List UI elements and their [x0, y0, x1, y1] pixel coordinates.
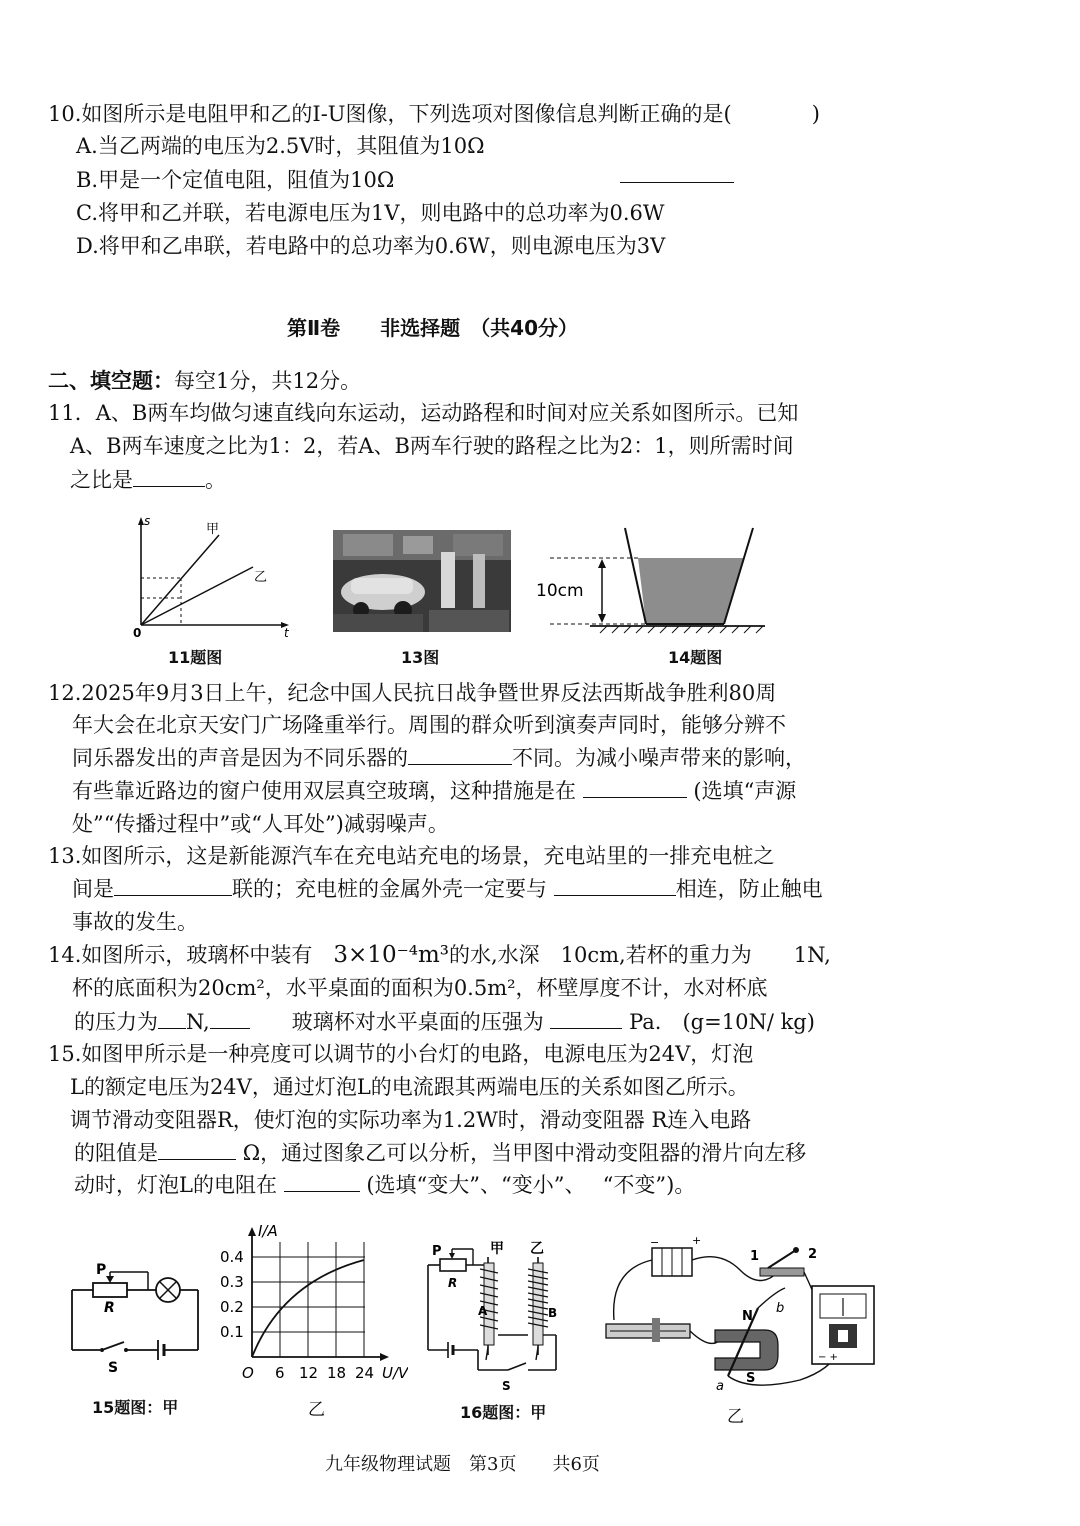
q13-blank-ground[interactable]: [554, 875, 676, 896]
q15-line3: 调节滑动变阻器R，使灯泡的实际功率为1.2W时，滑动变阻器 R连入电路: [70, 1108, 752, 1132]
fig16-label-s: S: [502, 1379, 511, 1393]
q10-stem: 10.如图所示是电阻甲和乙的I-U图像，下列选项对图像信息判断正确的是( ): [48, 102, 820, 126]
fig13-charging-photo: [333, 530, 511, 632]
fig11-xlabel: t: [284, 626, 289, 640]
q15-line2: L的额定电压为24V，通过灯泡L的电流跟其两端电压的关系如图乙所示。: [70, 1075, 749, 1099]
page-footer: 九年级物理试题 第3页 共6页: [325, 1454, 600, 1475]
q13-line2: 间是 联的；充电桩的金属外壳一定要与 相连，防止触电: [72, 877, 823, 901]
q12-line1: 12.2025年9月3日上午，纪念中国人民抗日战争暨世界反法西斯战争胜利80周: [48, 681, 777, 705]
q14-line2: 杯的底面积为20cm²，水平桌面的面积为0.5m²，杯壁厚度不计，水对杯底: [72, 976, 768, 1000]
fig16b-label-2: 2: [808, 1247, 818, 1262]
fig15b-origin: O: [242, 1364, 254, 1382]
fig15b-xtick-6: 6: [275, 1364, 285, 1382]
fig15b-xtick-24: 24: [355, 1364, 375, 1382]
q10-decor-line: [620, 182, 734, 183]
fig16-label-jia: 甲: [490, 1241, 504, 1257]
fig16-label-p: P: [432, 1244, 442, 1259]
fig15b-ytick-02: 0.2: [220, 1298, 244, 1316]
fig14-caption: 14题图: [668, 648, 723, 667]
svg-text:+: +: [692, 1234, 702, 1247]
fig16b-caption: 乙: [727, 1407, 744, 1427]
fig15b-ytick-04: 0.4: [220, 1248, 244, 1266]
q15-blank-trend[interactable]: [284, 1171, 360, 1192]
fig16-induction-setup: [600, 1230, 900, 1400]
fig16b-label-a: a: [716, 1379, 724, 1394]
fig15a-caption: 15题图：甲: [92, 1398, 179, 1417]
fig11-line-yi: 乙: [254, 570, 268, 585]
fig11-ylabel: s: [144, 515, 151, 528]
fig14-glass-cup: [530, 522, 770, 637]
fig11-caption: 11题图: [168, 648, 223, 667]
q12-blank-noise[interactable]: [583, 777, 687, 798]
q14-blank-force-tail[interactable]: [210, 1008, 250, 1029]
fig16-electromagnets: [418, 1235, 578, 1395]
fig16-label-a: A: [478, 1304, 488, 1318]
fig15-iu-graph: [212, 1222, 408, 1392]
q13-line3: 事故的发生。: [72, 910, 198, 934]
fig15-label-p: P: [96, 1262, 107, 1278]
q14-blank-pressure[interactable]: [550, 1008, 622, 1029]
q13-line1: 13.如图所示，这是新能源汽车在充电站充电的场景，充电站里的一排充电桩之: [48, 844, 775, 868]
fig15b-xtick-12: 12: [299, 1364, 319, 1382]
q12-line4: 有些靠近路边的窗户使用双层真空玻璃，这种措施是在 (选填“声源: [72, 779, 797, 803]
q15-blank-resistance[interactable]: [158, 1139, 236, 1160]
fig13-caption: 13图: [401, 648, 440, 667]
q11-line3: 之比是 。: [70, 468, 226, 492]
q11-answer-blank[interactable]: [133, 466, 205, 487]
q10-option-d: D.将甲和乙串联，若电路中的总功率为0.6W，则电源电压为3V: [76, 234, 666, 258]
fig15-label-r: R: [104, 1300, 115, 1316]
svg-text:− +: − +: [818, 1352, 838, 1363]
fig16b-label-s: S: [746, 1371, 756, 1386]
q12-line3: 同乐器发出的声音是因为不同乐器的 不同。为减小噪声带来的影响，: [72, 746, 806, 770]
fig16-label-b: B: [548, 1306, 558, 1320]
q15-line1: 15.如图甲所示是一种亮度可以调节的小台灯的电路，电源电压为24V，灯泡: [48, 1042, 754, 1066]
q14-line3: 的压力为 N, 玻璃杯对水平桌面的压强为 Pa. (g=10N/ kg): [74, 1010, 815, 1034]
fig16-label-r: R: [448, 1276, 458, 1290]
q10-option-a: A.当乙两端的电压为2.5V时，其阻值为10Ω: [76, 134, 485, 158]
fig11-origin: 0: [133, 626, 142, 640]
q14-line1: 14.如图所示，玻璃杯中装有 3×10⁻⁴m³的水,水深 10cm,若杯的重力为 1N,: [48, 942, 831, 968]
fig15b-xtick-18: 18: [327, 1364, 347, 1382]
fig16b-label-b: b: [776, 1301, 785, 1316]
fig16b-label-n: N: [742, 1309, 753, 1324]
q12-line5: 处”“传播过程中”或“人耳处”)减弱噪声。: [72, 812, 449, 836]
fig15-label-s: S: [108, 1360, 119, 1376]
svg-text:−: −: [650, 1236, 660, 1249]
fig11-st-graph: [126, 515, 296, 640]
q11-line2: A、B两车速度之比为1：2，若A、B两车行驶的路程之比为2：1，则所需时间: [70, 434, 794, 458]
q10-option-b: B.甲是一个定值电阻，阻值为10Ω: [76, 168, 395, 192]
part2-title: 第Ⅱ卷 非选择题 （共40分）: [287, 316, 579, 340]
q15-line5: 动时，灯泡L的电阻在 (选填“变大”、“变小”、 “不变”)。: [74, 1173, 696, 1197]
fig14-depth-label: 10cm: [536, 581, 584, 601]
q15-line4: 的阻值是 Ω，通过图象乙可以分析，当甲图中滑动变阻器的滑片向左移: [74, 1141, 807, 1165]
fig15b-ytick-01: 0.1: [220, 1323, 244, 1341]
fig15b-caption: 乙: [308, 1400, 325, 1420]
q14-blank-force[interactable]: [158, 1008, 186, 1029]
fig15b-xlabel: U/V: [382, 1364, 408, 1382]
q13-blank-connection[interactable]: [114, 875, 232, 896]
section2-label: 二、填空题：: [48, 369, 174, 393]
fig11-line-jia: 甲: [206, 522, 220, 537]
fig16a-caption: 16题图：甲: [460, 1403, 547, 1422]
q10-option-c: C.将甲和乙并联，若电源电压为1V，则电路中的总功率为0.6W: [76, 201, 665, 225]
fig16b-label-1: 1: [750, 1249, 760, 1264]
fig15b-ylabel: I/A: [258, 1222, 278, 1240]
fig16-label-yi: 乙: [530, 1241, 544, 1257]
q12-blank-timbre[interactable]: [408, 744, 512, 765]
section2-heading: 二、填空题：每空1分，共12分。: [48, 369, 362, 393]
q12-line2: 年大会在北京天安门广场隆重举行。周围的群众听到演奏声同时，能够分辨不: [72, 713, 786, 737]
q11-line1: 11．A、B两车均做匀速直线向东运动，运动路程和时间对应关系如图所示。已知: [48, 401, 799, 425]
q14-volume: 3×10⁻⁴m³: [333, 942, 449, 968]
fig15b-ytick-03: 0.3: [220, 1273, 244, 1291]
fig15-circuit: [60, 1250, 210, 1380]
